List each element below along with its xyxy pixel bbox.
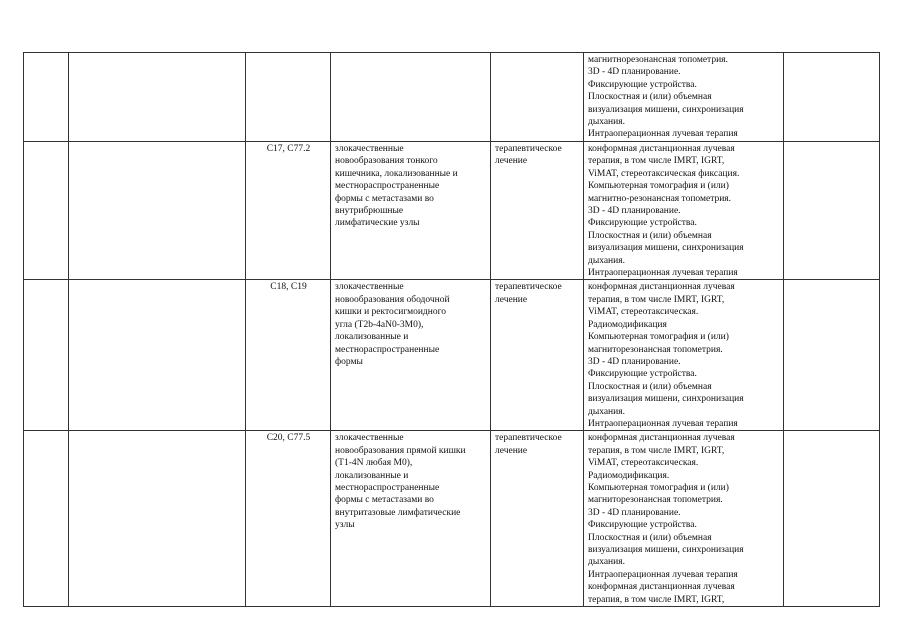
method-line: визуализация мишени, синхронизация	[588, 545, 744, 555]
method-line: Компьютерная томография и (или)	[588, 332, 729, 343]
diagnosis-cell	[331, 53, 491, 142]
icd-code-cell: C17, C77.2	[246, 142, 331, 280]
treatment-type-cell	[491, 280, 584, 431]
method-line: терапия, в том числе IMRT, IGRT,	[588, 294, 725, 305]
diagnosis-line: формы с метастазами во	[335, 193, 434, 204]
method-line: Интраоперационная лучевая терапия	[588, 569, 738, 580]
diagnosis-line: лимфатические узлы	[335, 218, 420, 229]
method-line: Компьютерная томография и (или)	[588, 181, 729, 192]
method-line: визуализация мишени, синхронизация	[588, 243, 744, 254]
treatment-line: лечение	[495, 156, 528, 167]
table-row	[24, 142, 880, 280]
profile-cell	[69, 142, 246, 280]
diagnosis-line: (T1-4N любая M0),	[335, 458, 413, 469]
method-line: магниторезонансная топометрия.	[588, 495, 723, 506]
profile-cell	[69, 53, 246, 142]
diagnosis-cell	[331, 142, 491, 280]
diagnosis-line: новообразования прямой кишки	[335, 445, 466, 456]
treatment-type-cell	[491, 142, 584, 280]
treatment-method-cell	[584, 53, 784, 142]
diagnosis-line: узлы	[335, 520, 355, 531]
profile-cell	[69, 280, 246, 431]
profile-cell	[69, 431, 246, 607]
method-line: Радиомодификация	[588, 319, 667, 330]
method-line: конформная дистанционная лучевая	[588, 282, 735, 293]
diagnosis-line: кишечника, локализованные и	[335, 168, 458, 179]
table-row	[24, 280, 880, 431]
diagnosis-line: злокачественные	[335, 144, 404, 154]
method-line: 3D - 4D планирование.	[588, 356, 681, 367]
diagnosis-line: внутритазовые лимфатические	[335, 507, 461, 518]
method-line: 3D - 4D планирование.	[588, 206, 681, 217]
diagnosis-line: новообразования ободочной	[335, 294, 450, 305]
treatment-method-cell	[584, 431, 784, 607]
document-table	[23, 52, 880, 607]
diagnosis-line: местнораспространенные	[335, 482, 440, 493]
method-line: Плоскостная и (или) объемная	[588, 532, 712, 543]
method-line: Плоскостная и (или) объемная	[588, 230, 712, 241]
diagnosis-line: злокачественные	[335, 282, 404, 293]
method-line: конформная дистанционная лучевая	[588, 433, 735, 444]
diagnosis-cell	[331, 431, 491, 607]
method-line: ViMAT, стереотаксическая.	[588, 458, 699, 469]
treatment-line: лечение	[495, 445, 528, 456]
method-line: терапия, в том числе IMRT, IGRT,	[588, 156, 725, 167]
treatment-line: терапевтическое	[495, 282, 562, 293]
method-line: Фиксирующие устройства.	[588, 369, 697, 380]
treatment-type-cell	[491, 53, 584, 142]
treatment-line: лечение	[495, 294, 528, 305]
method-line: Фиксирующие устройства.	[588, 79, 697, 90]
method-line: 3D - 4D планирование.	[588, 507, 681, 518]
diagnosis-line: злокачественные	[335, 433, 404, 444]
diagnosis-line: локализованные и	[335, 332, 409, 343]
method-line: Радиомодификация.	[588, 470, 670, 481]
method-line: дыхания.	[588, 117, 625, 128]
method-line: терапия, в том числе IMRT, IGRT,	[588, 594, 725, 605]
method-line: конформная дистанционная лучевая	[588, 582, 735, 593]
method-line: конформная дистанционная лучевая	[588, 144, 735, 154]
notes-cell	[784, 53, 880, 142]
treatment-method-cell	[584, 280, 784, 431]
method-line: ViMAT, стереотаксическая фиксация.	[588, 168, 740, 179]
diagnosis-line: кишки и ректосигмоидного	[335, 307, 447, 318]
method-line: Интраоперационная лучевая терапия	[588, 268, 738, 279]
diagnosis-line: новообразования тонкого	[335, 156, 438, 167]
diagnosis-line: локализованные и	[335, 470, 409, 481]
method-line: магниторезонансная топометрия.	[588, 344, 723, 355]
notes-cell	[784, 142, 880, 280]
table-row	[24, 53, 880, 142]
method-line: 3D - 4D планирование.	[588, 67, 681, 78]
treatment-line: терапевтическое	[495, 144, 562, 154]
method-line: Интраоперационная лучевая терапия	[588, 418, 738, 429]
method-line: терапия, в том числе IMRT, IGRT,	[588, 445, 725, 456]
diagnosis-line: формы	[335, 356, 363, 367]
diagnosis-line: угла (T2b-4aN0-3M0),	[335, 319, 424, 330]
row-number-cell	[24, 280, 69, 431]
method-line: Плоскостная и (или) объемная	[588, 92, 712, 103]
method-line: визуализация мишени, синхронизация	[588, 104, 744, 115]
method-line: дыхания.	[588, 255, 625, 266]
treatment-line: терапевтическое	[495, 433, 562, 444]
treatment-method-cell	[584, 142, 784, 280]
method-line: Фиксирующие устройства.	[588, 520, 697, 531]
method-line: Компьютерная томография и (или)	[588, 482, 729, 493]
diagnosis-line: местнораспространенные	[335, 344, 440, 355]
method-line: Фиксирующие устройства.	[588, 218, 697, 229]
notes-cell	[784, 280, 880, 431]
table-row	[24, 431, 880, 607]
method-line: визуализация мишени, синхронизация	[588, 394, 744, 405]
row-number-cell	[24, 431, 69, 607]
diagnosis-cell	[331, 280, 491, 431]
diagnosis-line: местнораспространенные	[335, 181, 440, 192]
method-line: Плоскостная и (или) объемная	[588, 381, 712, 392]
method-line: дыхания.	[588, 557, 625, 568]
method-line: ViMAT, стереотаксическая.	[588, 307, 699, 318]
method-line: магнитнорезонансная топометрия.	[588, 55, 728, 65]
method-line: дыхания.	[588, 406, 625, 417]
row-number-cell	[24, 53, 69, 142]
treatment-type-cell	[491, 431, 584, 607]
diagnosis-line: формы с метастазами во	[335, 495, 434, 506]
method-line: магнитно-резонансная топометрия.	[588, 193, 732, 204]
method-line: Интраоперационная лучевая терапия	[588, 129, 738, 140]
icd-code-cell: C20, C77.5	[246, 431, 331, 607]
diagnosis-line: внутрибрюшные	[335, 206, 404, 217]
notes-cell	[784, 431, 880, 607]
icd-code-cell: C18, C19	[246, 280, 331, 431]
icd-code-cell	[246, 53, 331, 142]
row-number-cell	[24, 142, 69, 280]
